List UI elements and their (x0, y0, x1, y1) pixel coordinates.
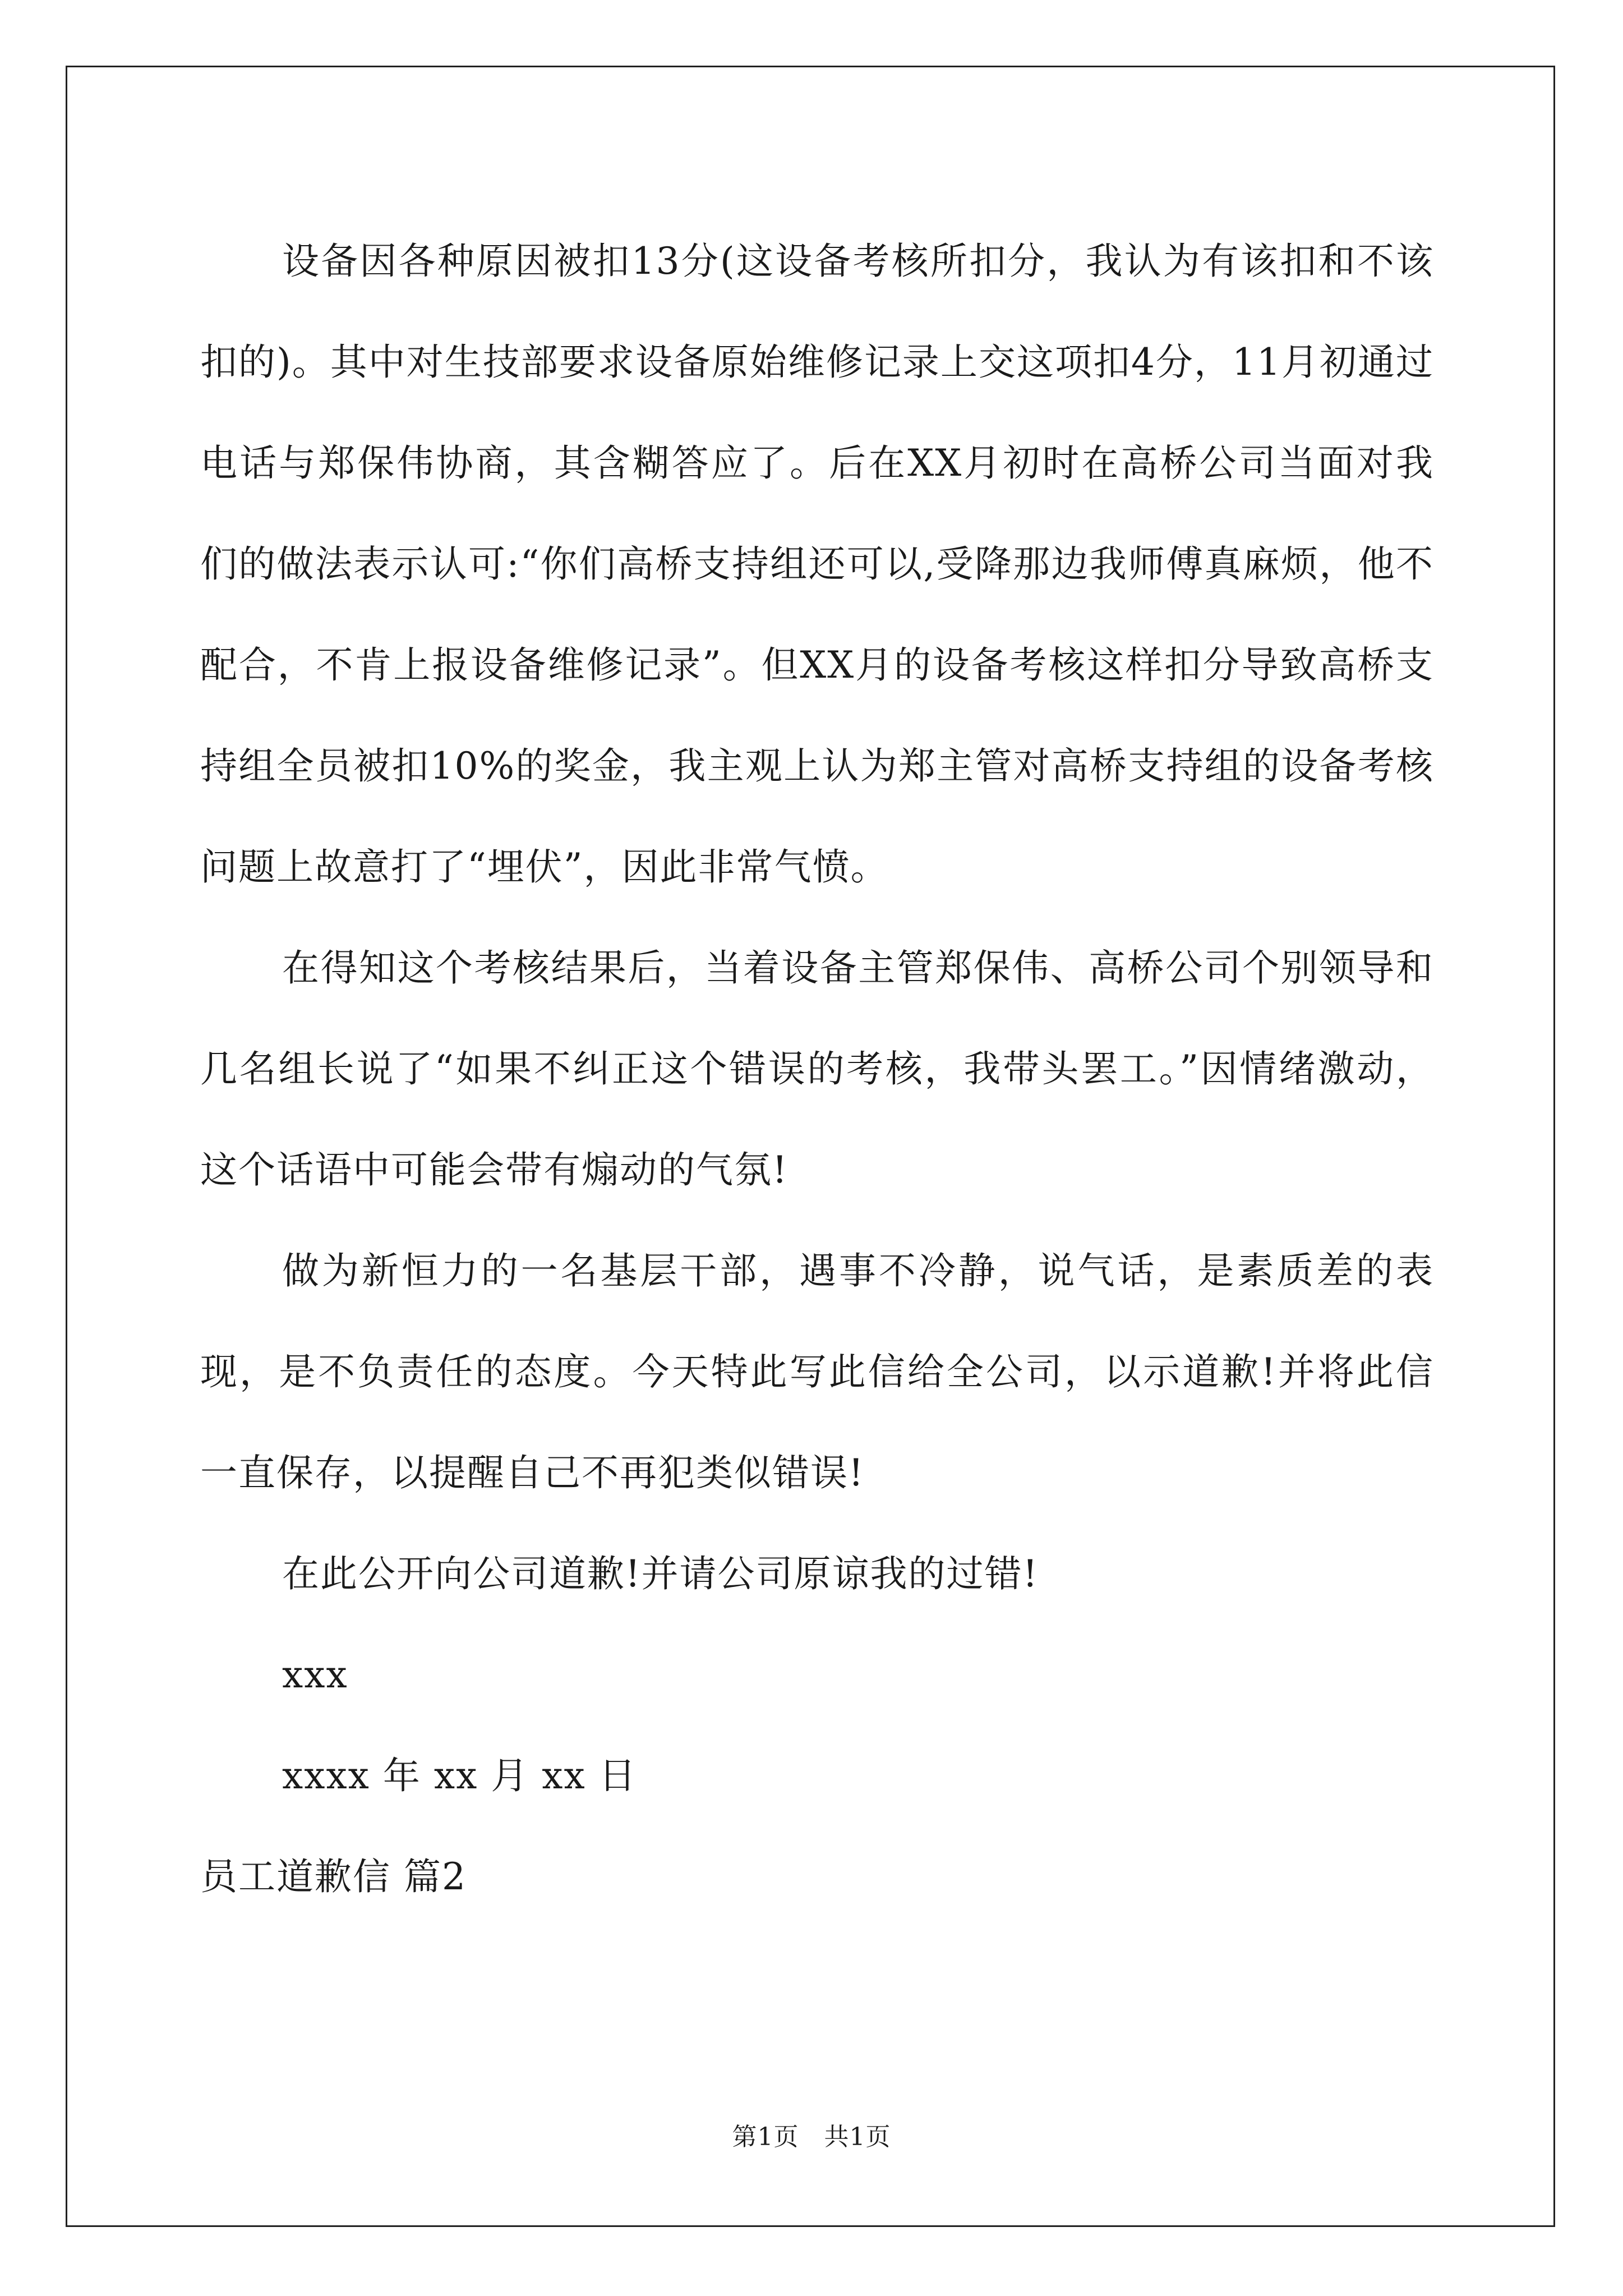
section-heading: 员工道歉信 篇2 (200, 1855, 467, 1898)
page-footer: 第1页 共1页 (732, 2123, 891, 2151)
signature: xxx (282, 1653, 348, 1696)
paragraph-public-apology: 在此公开向公司道歉!并请公司原谅我的过错! (282, 1552, 1039, 1595)
paragraph-strike-remark: 在得知这个考核结果后，当着设备主管郑保伟、高桥公司个别领导和几名组长说了“如果不纠正这个错误的考核，我带头罢工。”因情绪激动，这个话语中可能会带有煽动的气氛! (200, 946, 1434, 1191)
paragraph-self-criticism: 做为新恒力的一名基层干部，遇事不冷静，说气话，是素质差的表现，是不负责任的态度。今天特此写此信给全公司，以示道歉!并将此信一直保存，以提醒自己不再犯类似错误! (200, 1249, 1434, 1494)
paragraph-equipment-deduction: 设备因各种原因被扣13分(这设备考核所扣分，我认为有该扣和不该扣的)。其中对生技部要求设备原始维修记录上交这项扣4分，11月初通过电话与郑保伟协商，其含糊答应了。后在XX月初时在高桥公司当面对我们的做法表示认可:“你们高桥支持组还可以,受降那边我师傅真麻烦，他不配合，不肯上报设备维修记录”。但XX月的设备考核这样扣分导致高桥支持组全员被扣10%的奖金，我主观上认为郑主管对高桥支持组的设备考核问题上故意打了“埋伏”，因此非常气愤。 (200, 240, 1434, 889)
document-body (200, 211, 1434, 1927)
date-line: xxxx 年 xx 月 xx 日 (282, 1754, 637, 1797)
